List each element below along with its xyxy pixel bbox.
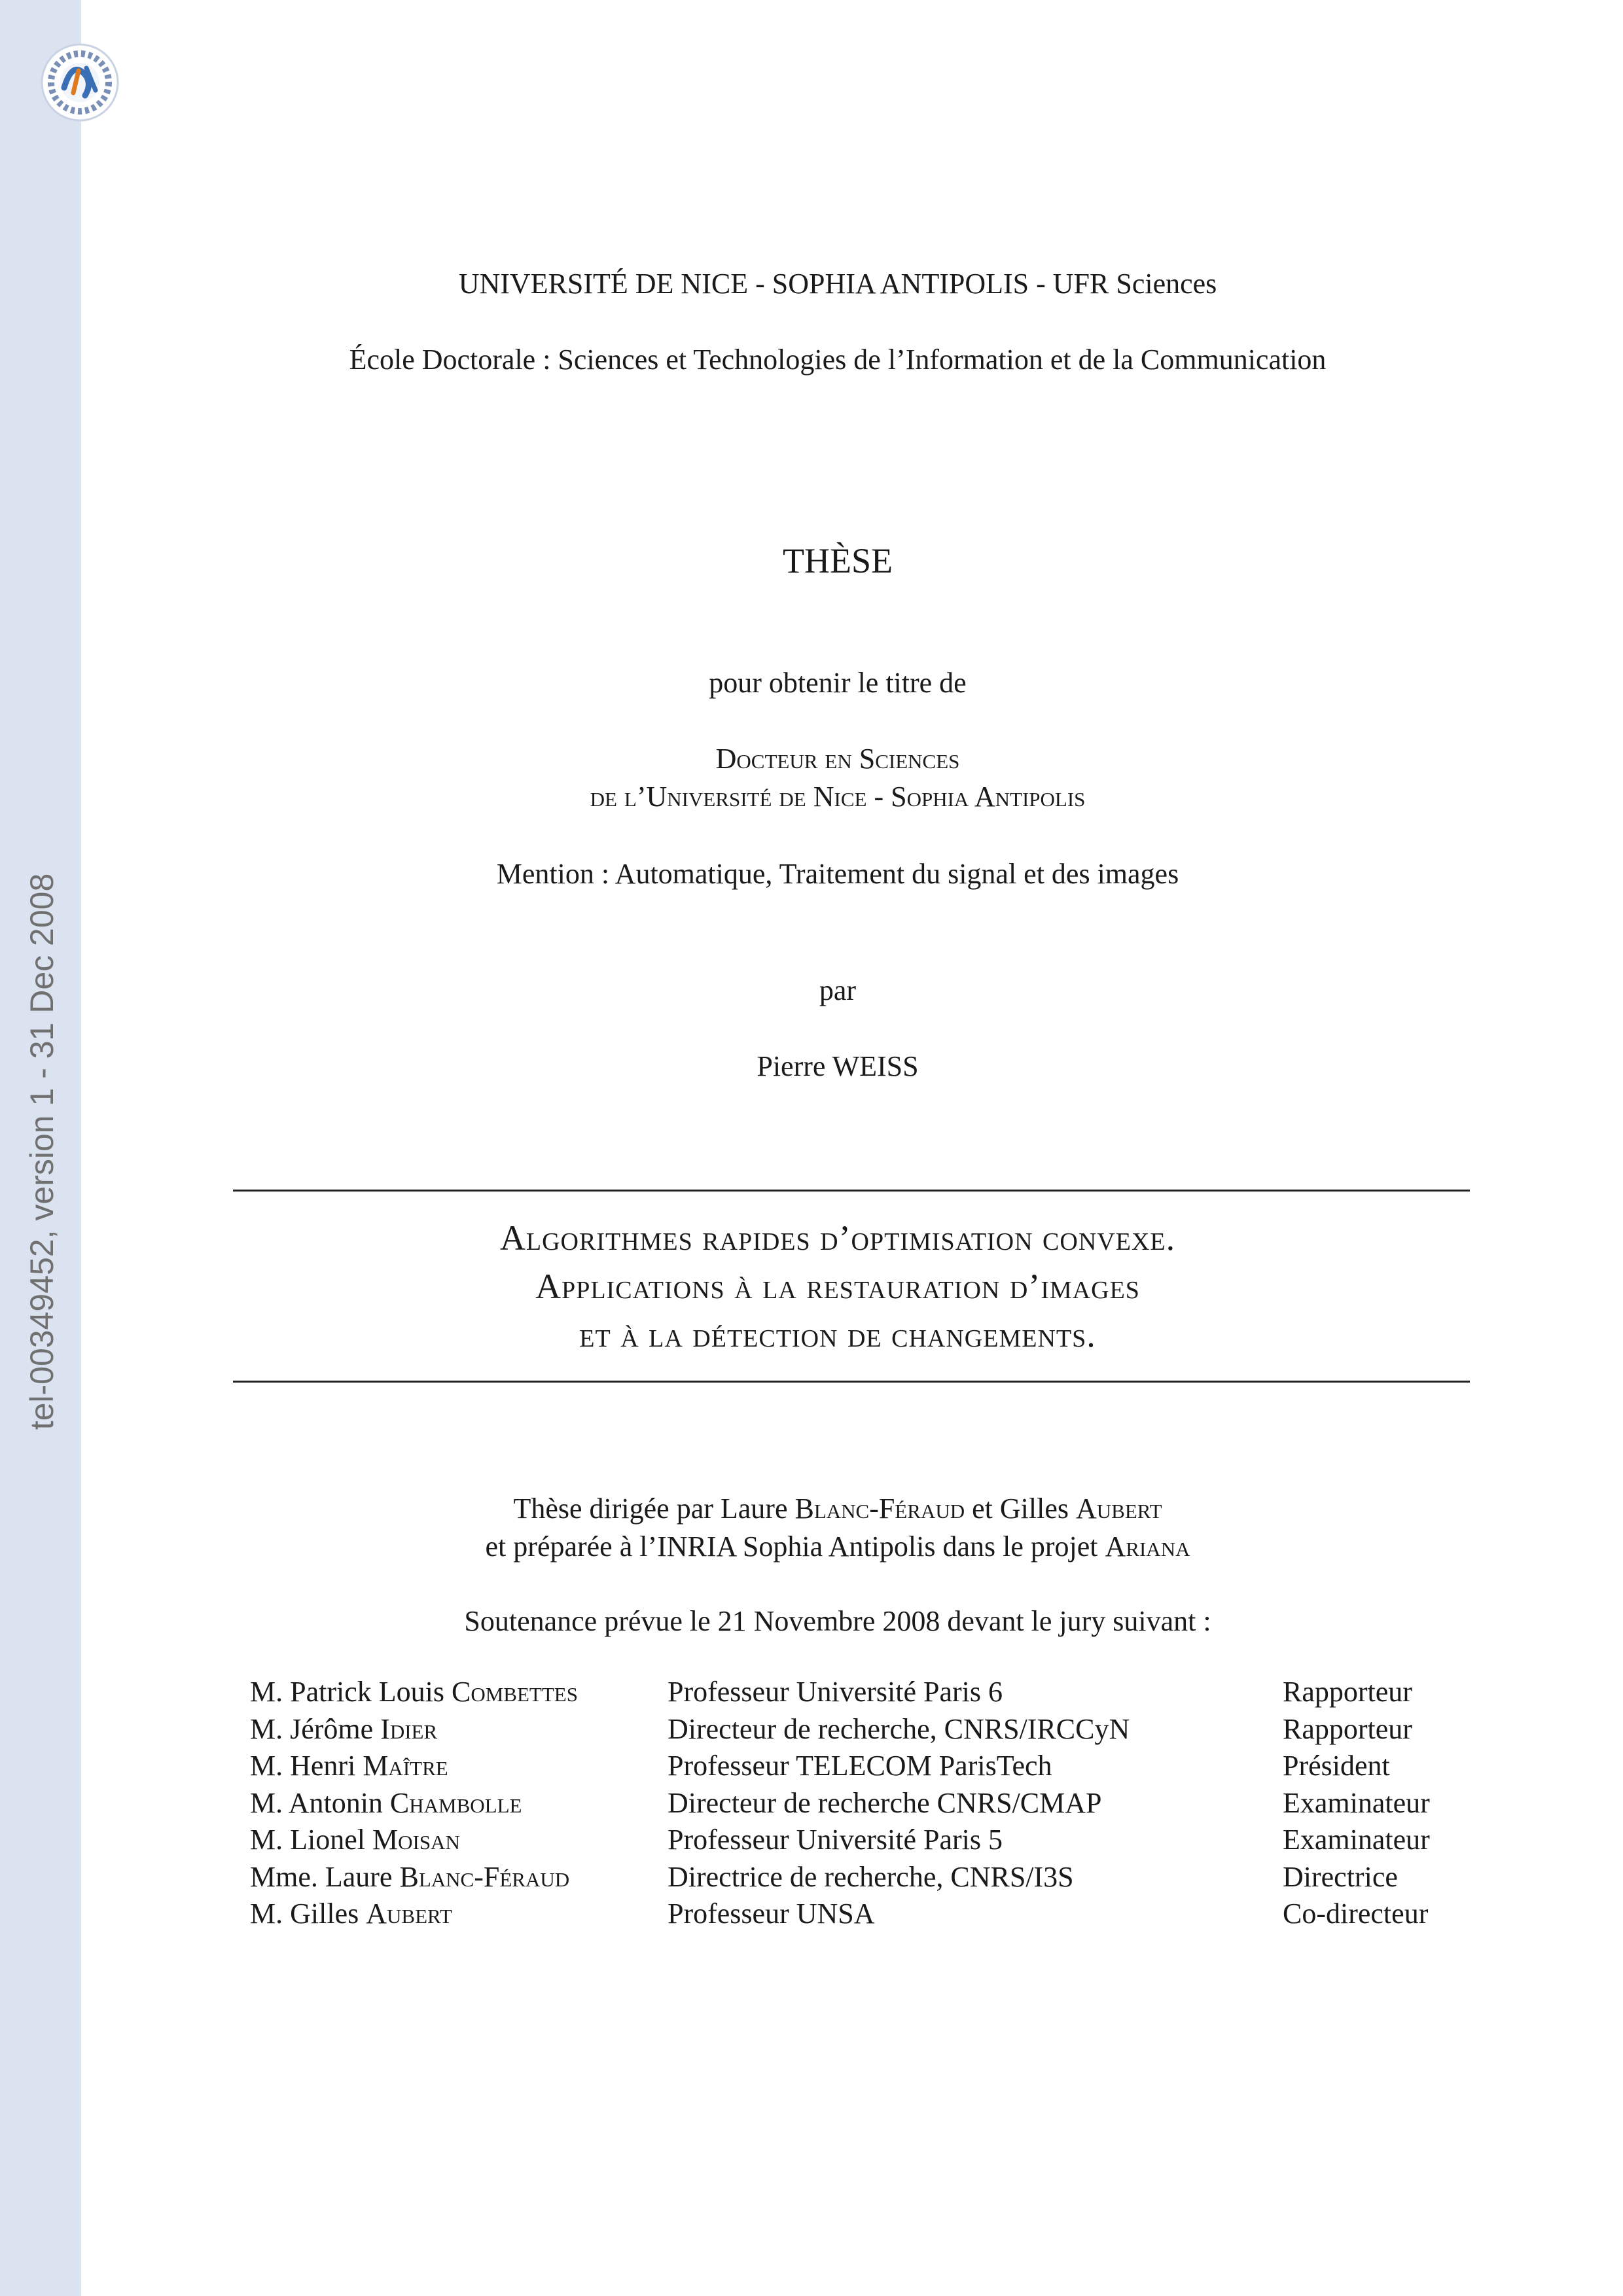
thesis-title-line-1: Algorithmes rapides d’optimisation convexe.: [499, 1218, 1176, 1258]
jury-member-role: Directrice: [1283, 1860, 1398, 1893]
jury-member-position: Directeur de recherche CNRS/CMAP: [668, 1786, 1102, 1819]
by-label: par: [819, 974, 857, 1006]
direction-mid: et Gilles: [965, 1492, 1076, 1525]
jury-row: [250, 1785, 1479, 1822]
jury-member-role: Co-directeur: [1283, 1898, 1429, 1930]
title-rule-top: [233, 1190, 1470, 1192]
jury-row: [250, 1896, 1479, 1933]
hal-archive-logo-icon: [39, 42, 120, 123]
project-name: Ariana: [1105, 1530, 1190, 1563]
jury-member-position: Directrice de recherche, CNRS/I3S: [668, 1860, 1074, 1893]
jury-member-position: Professeur TELECOM ParisTech: [668, 1750, 1052, 1782]
thesis-title-line-2: Applications à la restauration d’images: [535, 1267, 1140, 1306]
jury-member-role: Rapporteur: [1283, 1676, 1412, 1708]
jury-row: [250, 1711, 1479, 1748]
jury-member-role: Examinateur: [1283, 1786, 1430, 1819]
jury-member-name: M. Gilles Aubert: [250, 1898, 452, 1930]
degree-line-2: de l’Université de Nice - Sophia Antipolis: [590, 781, 1086, 813]
jury-member-role: Président: [1283, 1750, 1390, 1782]
jury-member-name: M. Henri Maître: [250, 1750, 448, 1782]
direction-line-2: [0, 1530, 1623, 1563]
jury-member-role: Rapporteur: [1283, 1712, 1412, 1745]
jury-member-role: Examinateur: [1283, 1824, 1430, 1856]
jury-row: [250, 1748, 1479, 1785]
direction-prefix: Thèse dirigée par Laure: [513, 1492, 795, 1525]
jury-member-name: M. Jérôme Idier: [250, 1712, 438, 1745]
jury-table: [250, 1674, 1479, 1933]
supervisor-surname-2: Aubert: [1075, 1492, 1162, 1525]
mention: Mention : Automatique, Traitement du signal et des images: [496, 858, 1179, 890]
jury-member-position: Professeur UNSA: [668, 1898, 875, 1930]
jury-member-position: Directeur de recherche, CNRS/IRCCyN: [668, 1712, 1130, 1745]
jury-member-position: Professeur Université Paris 5: [668, 1824, 1003, 1856]
jury-row: [250, 1822, 1479, 1859]
direction-line-1: [0, 1492, 1623, 1525]
jury-row: [250, 1859, 1479, 1896]
jury-member-name: M. Patrick Louis Combettes: [250, 1676, 578, 1708]
degree-line-1: Docteur en Sciences: [715, 743, 960, 775]
jury-row: [250, 1674, 1479, 1711]
university-heading: UNIVERSITÉ DE NICE - SOPHIA ANTIPOLIS - UFR Sciences: [458, 268, 1217, 300]
jury-member-name: M. Antonin Chambolle: [250, 1786, 522, 1819]
thesis-title: [0, 1214, 1623, 1359]
supervisor-surname-1: Blanc-Féraud: [794, 1492, 965, 1525]
archive-stamp: tel-00349452, version 1 - 31 Dec 2008: [24, 873, 60, 1430]
degree-purpose: pour obtenir le titre de: [709, 667, 967, 699]
thesis-title-line-3: et à la détection de changements.: [579, 1315, 1096, 1354]
thesis-label: THÈSE: [783, 541, 893, 580]
author-name: Pierre WEISS: [757, 1050, 919, 1082]
jury-member-name: M. Lionel Moisan: [250, 1824, 460, 1856]
jury-member-position: Professeur Université Paris 6: [668, 1676, 1003, 1708]
preparation-prefix: et préparée à l’INRIA Sophia Antipolis dans le projet: [485, 1530, 1105, 1563]
jury-member-name: Mme. Laure Blanc-Féraud: [250, 1860, 570, 1893]
defense-line: Soutenance prévue le 21 Novembre 2008 devant le jury suivant :: [464, 1605, 1211, 1637]
doctoral-school: École Doctorale : Sciences et Technologies de l’Information et de la Communication: [349, 344, 1327, 376]
title-rule-bottom: [233, 1381, 1470, 1383]
